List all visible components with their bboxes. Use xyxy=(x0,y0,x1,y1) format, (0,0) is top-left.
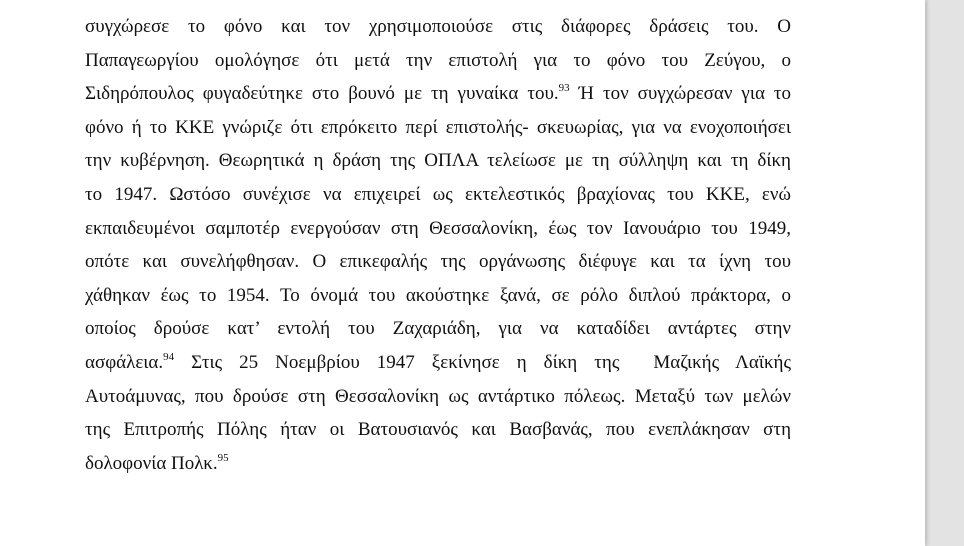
text-line: Παπαγεωργίου ομολόγησε ότι μετά την επιστολή για το φόνο του Ζεύγου, ο xyxy=(85,49,791,71)
text-line: της Επιτροπής Πόλης ήταν οι Βατουσιανός και Βασβανάς, που ενεπλάκησαν στη xyxy=(85,419,791,441)
text-line: συγχώρεσε το φόνο και τον χρησιμοποιούσε στις διάφορες δράσεις του. Ο xyxy=(85,16,791,37)
footnote-ref-94[interactable]: 94 xyxy=(163,350,175,363)
text-line: την κυβέρνηση. Θεωρητικά η δράση της ΟΠΛΑ τελείωσε με τη σύλληψη και τη δίκη xyxy=(85,150,791,172)
text-segment: Στις 25 Νοεμβρίου 1947 ξεκίνησε η δίκη της Μαζικής Λαϊκής xyxy=(174,351,791,373)
text-line xyxy=(85,346,791,380)
text-line: οποίος δρούσε κατ’ εντολή του Ζαχαριάδη, για να καταδίδει αντάρτες στην xyxy=(85,318,791,340)
body-paragraph xyxy=(85,10,791,480)
viewer-background xyxy=(925,0,964,546)
text-line: φόνο ή το ΚΚΕ γνώριζε ότι επρόκειτο περί επιστολής- σκευωρίας, για να ενοχοποιήσει xyxy=(85,116,791,138)
text-line xyxy=(85,77,791,111)
text-segment: ασφάλεια. xyxy=(85,351,164,373)
text-line: Αυτοάμυνας, που δρούσε στη Θεσσαλονίκη ως αντάρτικο πόλεως. Μεταξύ των μελών xyxy=(85,385,791,407)
text-segment: Σιδηρόπουλος φυγαδεύτηκε στο βουνό με τη γυναίκα του. xyxy=(85,83,559,105)
footnote-ref-95[interactable]: 95 xyxy=(217,451,229,464)
footnote-ref-93[interactable]: 93 xyxy=(558,82,570,95)
text-line: το 1947. Ωστόσο συνέχισε να επιχειρεί ως εκτελεστικός βραχίονας του ΚΚΕ, ενώ xyxy=(85,183,791,205)
text-line: χάθηκαν έως το 1954. Το όνομά του ακούστηκε ξανά, σε ρόλο διπλού πράκτορα, ο xyxy=(85,284,791,306)
text-line xyxy=(85,447,791,481)
text-segment: δολοφονία Πολκ. xyxy=(85,452,218,474)
text-segment: Ή τον συγχώρεσαν για το xyxy=(569,83,791,105)
text-line: εκπαιδευμένοι σαμποτέρ ενεργούσαν στη Θεσσαλονίκη, έως τον Ιανουάριο του 1949, xyxy=(85,217,791,239)
text-line: οπότε και συνελήφθησαν. Ο επικεφαλής της οργάνωσης διέφυγε και τα ίχνη του xyxy=(85,251,791,273)
